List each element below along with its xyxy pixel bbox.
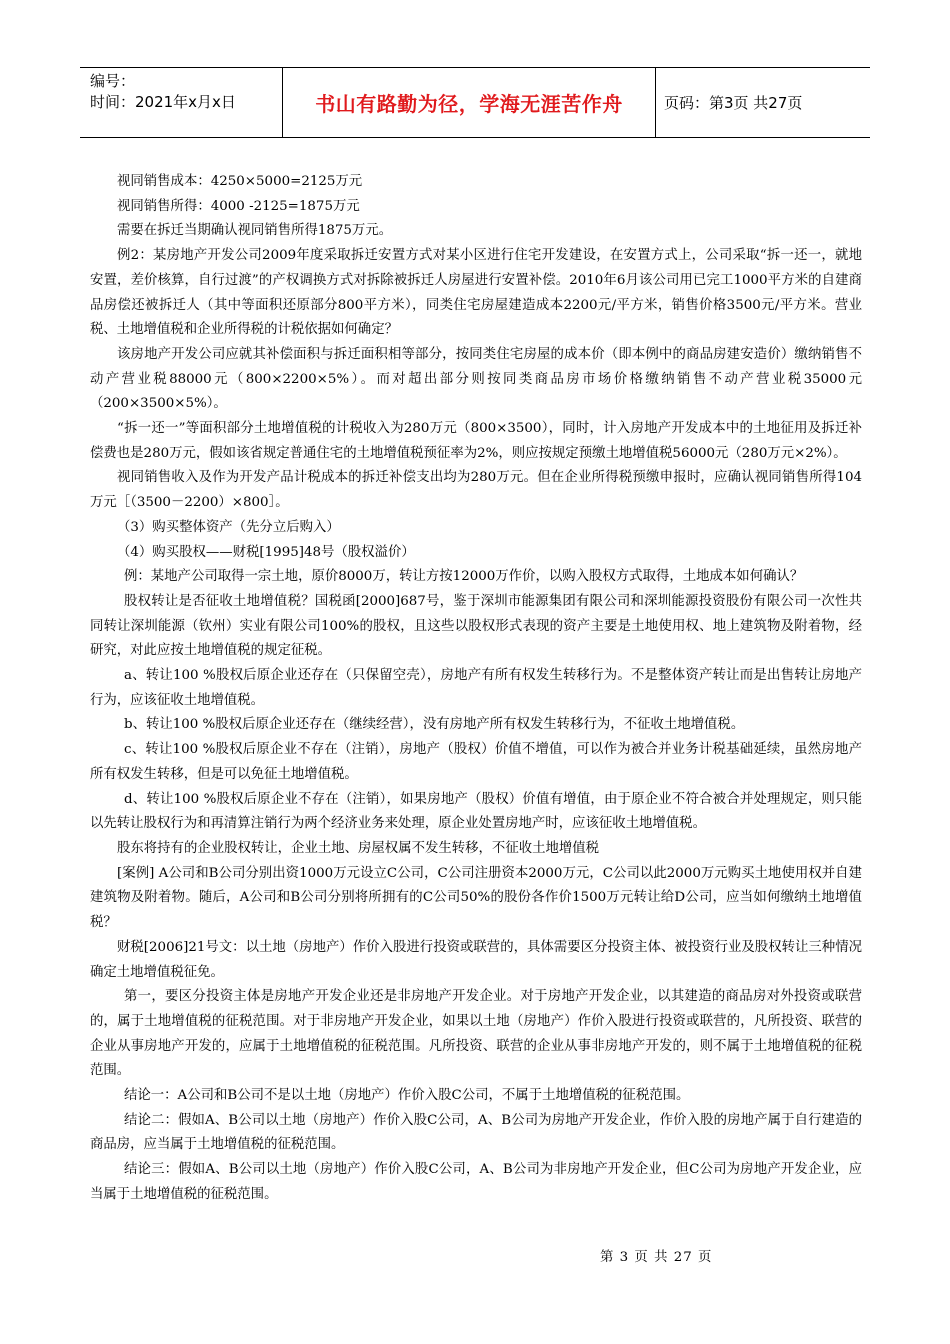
paragraph: 财税[2006]21号文：以土地（房地产）作价入股进行投资或联营的，具体需要区分投资主体、被投资行业及股权转让三种情况确定土地增值税征免。 — [90, 939, 862, 980]
page-header — [80, 67, 870, 138]
paragraph: 视同销售收入及作为开发产品计税成本的拆迁补偿支出均为280万元。但在企业所得税预缴申报时，应确认视同销售所得104万元［（3500－2200）×800］。 — [90, 470, 862, 511]
paragraph: 视同销售所得：4000 -2125=1875万元 — [117, 198, 360, 214]
paragraph: a、转让100 %股权后原企业还存在（只保留空壳），房地产有所有权发生转移行为。不是整体资产转让而是出售转让房地产行为，应该征收土地增值税。 — [90, 668, 862, 708]
paragraph: [案例] A公司和B公司分别出资1000万元设立C公司，C公司注册资本2000万元，C公司以此2000万元购买土地使用权并自建建筑物及附着物。随后，A公司和B公司分别将所拥有的C公司50%的股份各作价1500万元转让给D公司，应当如何缴纳土地增值税？ — [90, 865, 862, 931]
paragraph: 结论一：A公司和B公司不是以土地（房地产）作价入股C公司，不属于土地增值税的征税范围。 — [124, 1088, 690, 1104]
paragraph: （3）购买整体资产（先分立后购入） — [117, 519, 340, 535]
paragraph: c、转让100 %股权后原企业不存在（注销），房地产（股权）价值不增值，可以作为被合并业务计税基础延续，虽然房地产所有权发生转移，但是可以免征土地增值税。 — [90, 742, 862, 782]
paragraph: 结论三：假如A、B公司以土地（房地产）作价入股C公司，A、B公司为非房地产开发企业，但C公司为房地产开发企业，应当属于土地增值税的征税范围。 — [90, 1162, 862, 1202]
paragraph: 股权转让是否征收土地增值税？国税函[2000]687号，鉴于深圳市能源集团有限公司和深圳能源投资股份有限公司一次性共同转让深圳能源（钦州）实业有限公司100%的股权，且这些以股权形式表现的资产主要是土地使用权、地上建筑物及附着物，经研究，对此应按土地增值税的规定征税。 — [90, 593, 862, 659]
document-number-label: 编号： — [90, 72, 136, 90]
paragraph: 第一，要区分投资主体是房地产开发企业还是非房地产开发企业。对于房地产开发企业，以其建造的商品房对外投资或联营的，属于土地增值税的征税范围。对于非房地产开发企业，如果以土地（房地产）作价入股进行投资或联营的，凡所投资、联营的企业从事房地产开发的，应属于土地增值税的征税范围。凡所投资、联营的企业从事非房地产开发的，则不属于土地增值税的征税范围。 — [90, 989, 862, 1079]
paragraph: d、转让100 %股权后原企业不存在（注销），如果房地产（股权）价值有增值，由于原企业不符合被合并处理规定，则只能以先转让股权行为和再清算注销行为两个经济业务来处理，原企业处置房地产时，应该征收土地增值税。 — [90, 791, 862, 832]
header-motto: 书山有路勤为径，学海无涯苦作舟 — [283, 68, 656, 137]
paragraph: 例2：某房地产开发公司2009年度采取拆迁安置方式对某小区进行住宅开发建设，在安置方式上，公司采取“拆一还一，就地安置，差价核算，自行过渡”的产权调换方式对拆除被拆迁人房屋进行安置补偿。2010年6月该公司用已完工1000平方米的自建商品房偿还被拆迁人（其中等面积还原部分800平方米），同类住宅房屋建造成本2200元/平方米，销售价格3500元/平方米。营业税、土地增值税和企业所得税的计税依据如何确定？ — [90, 248, 862, 338]
document-time-label: 时间：2021年x月x日 — [90, 93, 236, 111]
document-body — [90, 170, 862, 1208]
page-footer: 第 3 页 共 27 页 — [600, 1250, 713, 1265]
paragraph: 该房地产开发公司应就其补偿面积与拆迁面积相等部分，按同类住宅房屋的成本价（即本例中的商品房建安造价）缴纳销售不动产营业税88000元（800×2200×5%）。而对超出部分则按同类商品房市场价格缴纳销售不动产营业税35000元（200×3500×5%）。 — [90, 346, 862, 412]
paragraph: 例：某地产公司取得一宗土地，原价8000万，转让方按12000万作价，以购入股权方式取得，土地成本如何确认？ — [124, 569, 804, 585]
paragraph: 结论二：假如A、B公司以土地（房地产）作价入股C公司，A、B公司为房地产开发企业，作价入股的房地产属于自行建造的商品房，应当属于土地增值税的征税范围。 — [90, 1112, 862, 1153]
paragraph: 股东将持有的企业股权转让，企业土地、房屋权属不发生转移，不征收土地增值税 — [117, 840, 600, 856]
paragraph: “拆一还一”等面积部分土地增值税的计税收入为280万元（800×3500），同时，计入房地产开发成本中的土地征用及拆迁补偿费也是280万元，假如该省规定普通住宅的土地增值税预征率为2%，则应按规定预缴土地增值税56000元（280万元×2%）。 — [90, 421, 862, 461]
paragraph: （4）购买股权——财税[1995]48号（股权溢价） — [117, 544, 415, 560]
paragraph: 需要在拆迁当期确认视同销售所得1875万元。 — [117, 223, 393, 239]
paragraph: 视同销售成本：4250×5000=2125万元 — [117, 174, 363, 189]
paragraph: b、转让100 %股权后原企业还存在（继续经营），没有房地产所有权发生转移行为，不征收土地增值税。 — [124, 717, 745, 733]
header-page-number: 页码：第3页 共27页 — [664, 94, 803, 112]
header-info — [80, 68, 283, 137]
